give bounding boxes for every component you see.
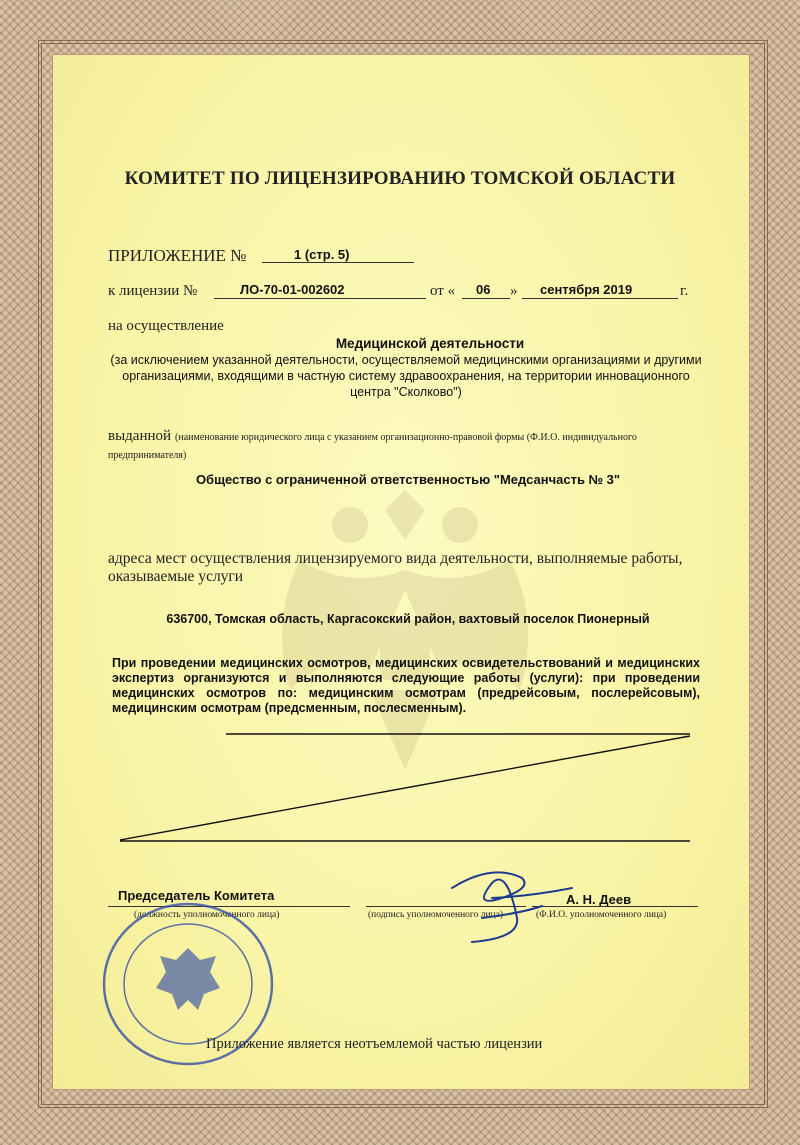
license-label: к лицензии № — [108, 283, 198, 299]
license-month-year: сентября 2019 — [540, 282, 633, 297]
activity-type: Медицинской деятельности — [335, 336, 525, 351]
works-text: При проведении медицинских осмотров, медицинских освидетельствований и медицинских экспертиз организуются и выполняются следующие работы (услуги): при проведении медицинских осмотров по: медицинским осмотрам (предрейсовым, послерейсовым), медицинским осмотрам (предсменным, послесменным). — [112, 656, 700, 715]
signatory-name: А. Н. Деев — [566, 892, 632, 907]
appendix-underline — [262, 262, 414, 263]
license-date-quote: » — [510, 283, 518, 299]
license-number-underline — [214, 298, 426, 299]
license-year-suffix: г. — [680, 283, 689, 299]
issued-note: (наименование юридического лица с указанием организационно-правовой формы (Ф.И.О. индивидуального предпринимателя) — [108, 432, 637, 461]
appendix-value: 1 (стр. 5) — [294, 247, 350, 262]
committee-title: КОМИТЕТ ПО ЛИЦЕНЗИРОВАНИЮ ТОМСКОЙ ОБЛАСТИ — [124, 168, 676, 189]
addresses-label: адреса мест осуществления лицензируемого вида деятельности, выполняемые работы, оказываемые услуги — [108, 550, 683, 585]
blank-space-strike-lines — [108, 728, 700, 848]
license-day: 06 — [476, 282, 491, 297]
appendix-label: ПРИЛОЖЕНИЕ № — [108, 246, 247, 265]
signature-caption: (подпись уполномоченного лица) — [368, 910, 504, 920]
signatory-position: Председатель Комитета — [118, 888, 275, 903]
address-text: 636700, Томская область, Каргасокский район, вахтовый поселок Пионерный — [166, 612, 650, 626]
activity-note: (за исключением указанной деятельности, осуществляемой медицинскими организациями и другими организациями, входящими в частную систему здравоохранения, на территории инновационного центра "Сколково") — [110, 353, 702, 399]
footer-note: Приложение является неотъемлемой частью лицензии — [206, 1036, 543, 1052]
handwritten-signature — [432, 858, 582, 948]
issued-label: выданной — [108, 428, 172, 444]
issued-block — [108, 428, 704, 464]
position-caption: (должность уполномоченного лица) — [134, 910, 280, 920]
activity-label: на осуществление — [108, 318, 224, 334]
license-date-from-label: от « — [430, 283, 456, 299]
name-caption: (Ф.И.О. уполномоченного лица) — [536, 910, 667, 920]
organization-name: Общество с ограниченной ответственностью "Медсанчасть № 3" — [195, 472, 621, 487]
license-day-underline — [462, 298, 510, 299]
license-month-underline — [522, 298, 678, 299]
license-number: ЛО-70-01-002602 — [240, 282, 345, 297]
